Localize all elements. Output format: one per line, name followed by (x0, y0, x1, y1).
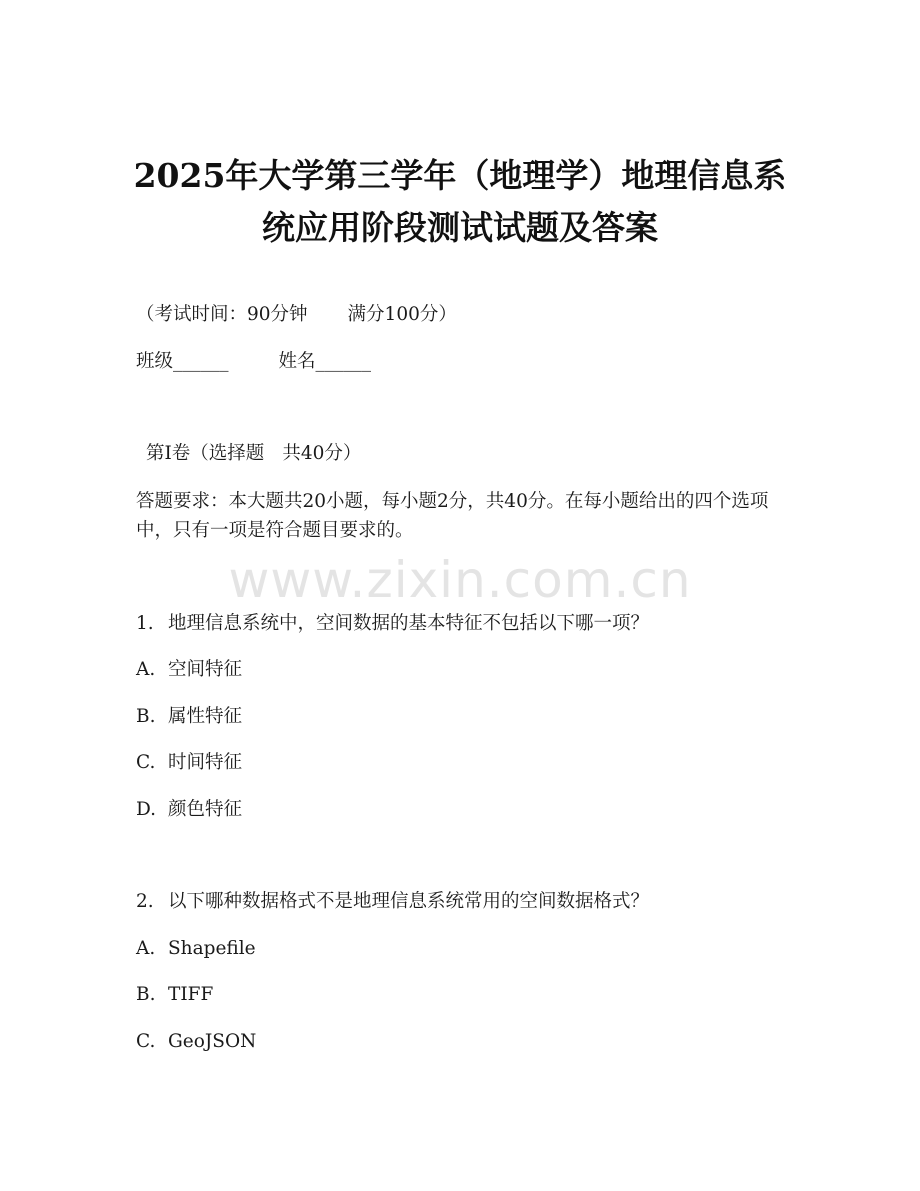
section-points: 共40分） (282, 443, 362, 464)
option-letter: A. (136, 659, 156, 680)
question-1-stem (136, 611, 649, 637)
name-field-label: 姓名______ (278, 351, 372, 372)
question-2-option-a (136, 936, 256, 962)
question-text: 以下哪种数据格式不是地理信息系统常用的空间数据格式？ (168, 891, 650, 912)
question-2-option-b (136, 982, 213, 1008)
student-info-row (136, 349, 371, 375)
option-text: 时间特征 (168, 752, 243, 773)
section-heading (146, 441, 361, 467)
question-number: 2. (136, 891, 154, 912)
question-1-option-c (136, 750, 242, 776)
document-title (0, 150, 920, 254)
option-letter: B. (136, 706, 156, 727)
exam-info (136, 302, 457, 328)
watermark-text: www.zixin.com.cn (228, 551, 692, 609)
title-line-1: 2025年大学第三学年（地理学）地理信息系 (133, 156, 787, 195)
exam-score: 满分100分） (347, 304, 457, 325)
option-text: Shapefile (168, 938, 256, 959)
class-field-label: 班级______ (136, 351, 229, 372)
exam-time: （考试时间：90分钟 (136, 304, 308, 325)
question-text: 地理信息系统中，空间数据的基本特征不包括以下哪一项？ (168, 613, 650, 634)
answer-instructions: 答题要求：本大题共20小题，每小题2分，共40分。在每小题给出的四个选项中，只有一项是符合题目要求的。 (136, 491, 769, 541)
option-letter: A. (136, 938, 156, 959)
question-2-option-c (136, 1029, 256, 1055)
option-letter: C. (136, 1031, 156, 1052)
option-text: 属性特征 (168, 706, 243, 727)
option-text: GeoJSON (168, 1031, 257, 1052)
option-text: 空间特征 (168, 659, 243, 680)
option-letter: C. (136, 752, 156, 773)
title-line-2: 统应用阶段测试试题及答案 (262, 208, 658, 247)
question-1-option-b (136, 704, 242, 730)
option-text: 颜色特征 (168, 799, 243, 820)
question-1-option-a (136, 657, 242, 683)
option-letter: D. (136, 799, 157, 820)
option-text: TIFF (168, 984, 214, 1005)
option-letter: B. (136, 984, 156, 1005)
section-part: 第Ⅰ卷（选择题 (146, 443, 265, 464)
question-2-stem (136, 889, 649, 915)
question-number: 1. (136, 613, 154, 634)
question-1-option-d (136, 797, 242, 823)
